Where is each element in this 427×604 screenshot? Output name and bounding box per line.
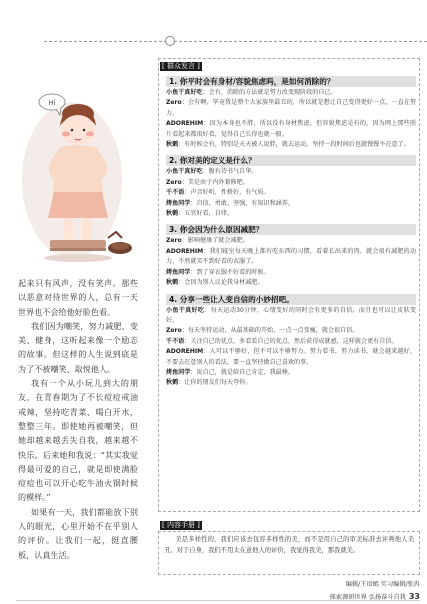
answer: Zero：美是由于内外兼修吧。: [166, 178, 249, 186]
speaker-name: 烤鱼同学: [166, 368, 191, 376]
speaker-name: Zero: [166, 327, 182, 335]
answer-text: 有时候会有，特别是天天被人说胖，就去运动，坚持一段时间后也就慢慢不在意了。: [184, 141, 410, 149]
speaker-name: 烤鱼同学: [166, 268, 191, 276]
section-tag: [ 群众发言 ]: [162, 62, 200, 70]
speaker-name: ADOREHIM: [166, 247, 204, 255]
speaker-name: 烤鱼同学: [166, 199, 191, 207]
answer-text: 会有啊，毕竟我是整个大家族里最丑的，所以就是想让自己变得更好一点，一直在努力。: [166, 99, 416, 117]
answer: Zero：每天坚持运动，从最基础的开始，一点一点变瘦，就会很自信。: [166, 327, 359, 335]
speaker-name: 千不语: [166, 189, 185, 197]
speaker-name: ADOREHIM: [166, 348, 204, 356]
speaker-name: Zero: [166, 237, 182, 245]
question-heading: 3. 你会因为什么原因减肥？: [166, 224, 416, 235]
answer: 烤鱼同学：说自己，就是给自己肯定，我最棒。: [166, 368, 294, 376]
answer: 秋鹤：会因为别人议论我身材减肥。: [166, 279, 264, 287]
speaker-name: 秋鹤: [166, 141, 179, 149]
answer-text: 会因为别人议论我身材减肥。: [184, 279, 264, 287]
answer-text: 每天坚持运动，从最基础的开始，一点一点变瘦，就会很自信。: [187, 327, 359, 335]
speaker-name: 小鱼干真好吃: [166, 89, 203, 96]
speaker-name: Zero: [166, 178, 182, 186]
answer-text: 每天运动30分钟，心情变好的同时会有更多的自信，而且也可以让皮肤变好。: [166, 306, 416, 324]
answer-text: 自信、勇敢、坚强、有知识和涵养。: [196, 199, 294, 207]
page-number: 33: [408, 592, 420, 601]
speaker-name: 千不语: [166, 337, 185, 345]
left-paragraph: 起来只有风声，没有笑声。那些以恶意对待世界的人，总有一天世界也不会给他好脸色看。: [18, 278, 138, 317]
answer-text: 美是由于内外兼修吧。: [187, 178, 249, 186]
answer: 秋鹤：让你的朋友们每天夸你。: [166, 379, 252, 387]
editor-credit: 编辑/王语嫣 实习编辑/张冉: [345, 581, 420, 588]
left-paragraph: 如果有一天，我们都能放下别人的眼光，心里开始不在乎别人的评价。让我们一起，挺直腰板，认真生活。: [18, 506, 138, 560]
girl-illustration: [16, 68, 138, 268]
speaker-name: 小鱼干真好吃: [166, 306, 205, 314]
answer: 小鱼干真好吃：会有，消除的方法就是努力改变现阶段的自己。: [166, 89, 337, 96]
answer: Zero：会有啊，毕竟我是整个大家族里最丑的，所以就是想让自己变得更好一点，一直在努力。: [166, 99, 416, 117]
answer: Zero：影响健康了就会减肥。: [166, 237, 249, 245]
answer: 小鱼干真好吃：腹有诗书气自华。: [166, 168, 258, 176]
answer: 烤鱼同学：自信、勇敢、坚强、有知识和涵养。: [166, 199, 294, 207]
top-rule-dot: [165, 36, 175, 46]
answer: 烤鱼同学：到了穿衣服不好看的时候。: [166, 268, 270, 276]
answer-text: 五官好看，自律。: [184, 210, 234, 218]
left-column-text: [18, 276, 138, 562]
section-tag: [ 内容手册 ]: [162, 521, 200, 529]
footer-rule: [16, 600, 420, 601]
answer-text: 因为本身也不胖，所以没有身材焦虑，但容貌焦虑是有的，因为网上那些照片看起来都很好看，觉得自己长得也就一般。: [166, 120, 416, 138]
summary-box: [158, 531, 420, 575]
answer-text: 说自己，就是给自己肯定，我最棒。: [196, 368, 294, 376]
speaker-name: Zero: [166, 99, 182, 107]
summary-paragraph: 美是多样性的，我们应该去包容多样性的美，而不是用自己的审美标准去评判他人美丑。对于自身，我们不用太在意他人的评价，我觉得我美，那我就美。: [164, 536, 414, 554]
answer-text: 声音好听，性格好，有气质。: [190, 189, 270, 197]
answer-text: 到了穿衣服不好看的时候。: [196, 268, 270, 276]
speaker-name: 秋鹤: [166, 279, 179, 287]
answer: ADOREHIM：我们寝室每天晚上都有吃东西的习惯，看着长出来的肉，就会很有减肥的动力，不然就买不到好看的衣服了。: [166, 247, 416, 266]
question-heading: 1. 你平时会有身材/容貌焦虑吗，是如何消除的？: [166, 76, 416, 87]
answer: ADOREHIM：人可以不够好，但不可以不够努力。努力看书，努力读书，就会越来越好，不要去在意别人的看法，要一直坚持做自己喜欢的事。: [166, 348, 416, 366]
question-heading: 2. 你对美的定义是什么？: [166, 155, 416, 166]
answer-text: 腹有诗书气自华。: [208, 168, 258, 176]
top-dashed-rule: [44, 41, 427, 42]
answer-text: 会有，消除的方法就是努力改变现阶段的自己。: [208, 89, 337, 96]
answer: 秋鹤：有时候会有，特别是天天被人说胖，就去运动，坚持一段时间后也就慢慢不在意了。: [166, 141, 410, 149]
answer: 秋鹤：五官好看，自律。: [166, 210, 234, 218]
answer-text: 我们寝室每天晚上都有吃东西的习惯，看着长出来的肉，就会很有减肥的动力，不然就买不到好看的衣服了。: [166, 247, 416, 266]
answer: 小鱼干真好吃：每天运动30分钟，心情变好的同时会有更多的自信，而且也可以让皮肤变好。: [166, 306, 416, 324]
left-paragraph: 我们因为嘲笑，努力减肥、变美、健身，这听起来像一个励志的故事。但这样的人生说到底是为了不被嘲笑、取悦他人。: [18, 320, 138, 374]
speaker-name: 小鱼干真好吃: [166, 168, 203, 176]
speaker-name: 秋鹤: [166, 210, 179, 218]
footer-slogan: 探索调研世界 弘扬奋斗自我: [329, 594, 406, 601]
qa-content: [166, 76, 416, 508]
question-heading: 4. 分享一些让人变自信的小妙招吧。: [166, 294, 416, 305]
answer-text: 人可以不够好，但不可以不够努力。努力看书，努力读书，就会越来越好，不要去在意别人的看法，要一直坚持做自己喜欢的事。: [166, 348, 416, 366]
answer: 千不语：关注自己的优点，多看看自己的优点，然后获得成就感，这样就会更有自信。: [166, 337, 398, 345]
answer: ADOREHIM：因为本身也不胖，所以没有身材焦虑，但容貌焦虑是有的，因为网上那些照片看起来都很好看，觉得自己长得也就一般。: [166, 120, 416, 138]
answer-text: 让你的朋友们每天夸你。: [184, 379, 252, 387]
answer-text: 关注自己的优点，多看看自己的优点，然后获得成就感，这样就会更有自信。: [190, 337, 398, 345]
left-paragraph: 我有一个从小玩儿到大的朋友，在青春期为了不长痘痘戒油戒辣，坚持吃青菜、喝白开水，整整三年。即使她再被嘲笑，但她却越来越丢失自我，越来越不快乐。后来她和我说：“其实我觉得最可爱的自己，就是即使满脸痘痘也可以开心吃牛油火锅时候的模样。”: [18, 378, 138, 503]
speaker-name: 秋鹤: [166, 379, 179, 387]
speech-bubble-text: Hi: [48, 99, 56, 107]
answer: 千不语：声音好听，性格好，有气质。: [166, 189, 270, 197]
speaker-name: ADOREHIM: [166, 120, 204, 128]
answer-text: 影响健康了就会减肥。: [187, 237, 249, 245]
